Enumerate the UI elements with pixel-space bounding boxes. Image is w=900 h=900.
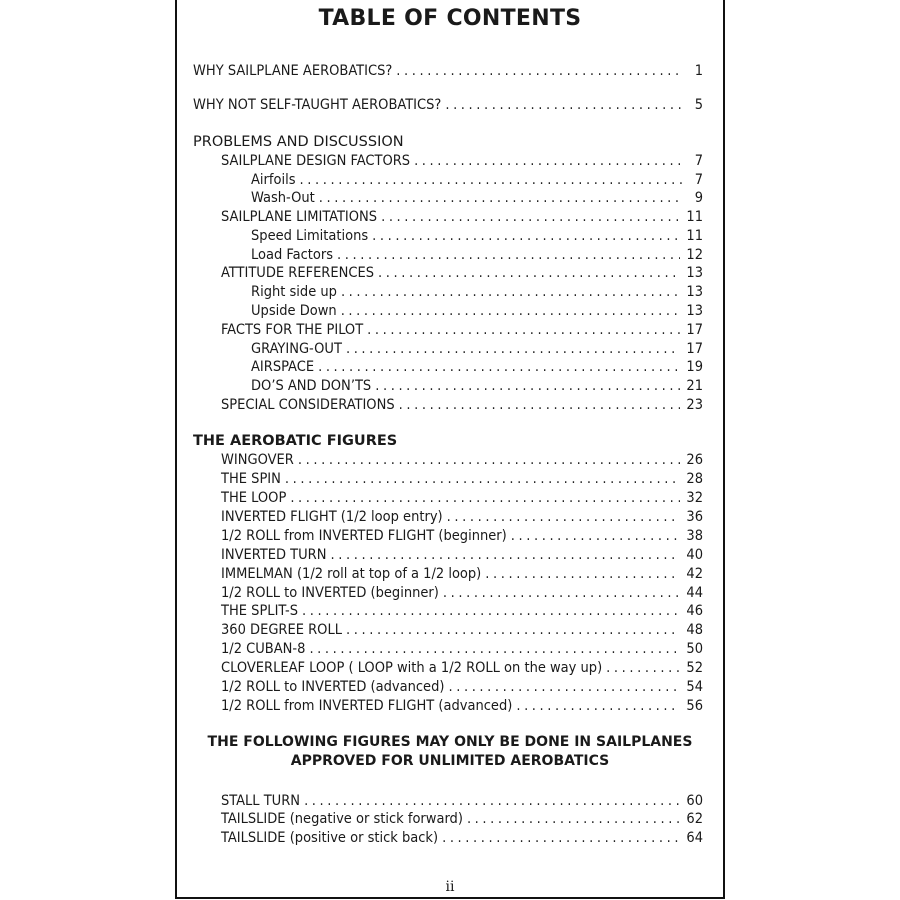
leader-dots [346, 340, 680, 358]
entry-label: SPECIAL CONSIDERATIONS [221, 397, 395, 413]
entry-page: 23 [686, 397, 703, 413]
entry-page: 1 [694, 63, 703, 79]
toc-entry [221, 697, 703, 715]
entry-page: 17 [686, 341, 703, 357]
entry-label: Speed Limitations [251, 228, 369, 244]
leader-dots [399, 396, 681, 414]
toc-entry [221, 640, 703, 658]
toc-entry [251, 227, 703, 245]
entry-page: 19 [686, 359, 703, 375]
toc-entry [221, 451, 703, 469]
leader-dots [337, 246, 680, 264]
page-number: ii [445, 879, 455, 895]
toc-entry [251, 246, 703, 264]
leader-dots [606, 659, 680, 677]
entry-page: 38 [686, 528, 703, 544]
entry-page: 28 [686, 471, 703, 487]
entry-label: CLOVERLEAF LOOP ( LOOP with a 1/2 ROLL on the way up) [221, 660, 603, 676]
entry-label: 1/2 ROLL from INVERTED FLIGHT (advanced) [221, 698, 513, 714]
entry-label: 1/2 ROLL from INVERTED FLIGHT (beginner) [221, 528, 507, 544]
restriction-notice-line2: APPROVED FOR UNLIMITED AEROBATICS [290, 753, 610, 769]
entry-label: THE LOOP [221, 490, 287, 506]
entry-page: 11 [686, 228, 703, 244]
leader-dots [414, 152, 683, 170]
entry-page: 7 [694, 153, 703, 169]
entry-label: DO’S AND DON’TS [251, 378, 372, 394]
entry-label: SAILPLANE LIMITATIONS [221, 209, 378, 225]
toc-entry [221, 602, 703, 620]
entry-label: 360 DEGREE ROLL [221, 622, 342, 638]
toc-entry [193, 96, 703, 114]
toc-entry [221, 527, 703, 545]
entry-page: 64 [686, 830, 703, 846]
entry-page: 44 [686, 585, 703, 601]
entry-label: WHY NOT SELF-TAUGHT AEROBATICS? [193, 97, 442, 113]
entry-page: 32 [686, 490, 703, 506]
toc-entry [193, 62, 703, 80]
toc-entry [221, 489, 703, 507]
leader-dots [511, 527, 681, 545]
toc-entry [221, 396, 703, 414]
entry-page: 5 [694, 97, 703, 113]
entry-page: 52 [686, 660, 703, 676]
leader-dots [442, 829, 680, 847]
toc-page [175, 0, 725, 899]
entry-page: 13 [686, 303, 703, 319]
entry-page: 36 [686, 509, 703, 525]
leader-dots [341, 302, 681, 320]
entry-label: AIRSPACE [251, 359, 315, 375]
leader-dots [304, 792, 680, 810]
entry-page: 62 [686, 811, 703, 827]
toc-entry [221, 621, 703, 639]
entry-label: Upside Down [251, 303, 337, 319]
leader-dots [302, 602, 680, 620]
entry-label: Wash-Out [251, 190, 315, 206]
entry-page: 13 [686, 284, 703, 300]
leader-dots [381, 208, 680, 226]
entry-label: STALL TURN [221, 793, 301, 809]
leader-dots [318, 358, 680, 376]
entry-label: TAILSLIDE (negative or stick forward) [221, 811, 463, 827]
entry-label: TAILSLIDE (positive or stick back) [221, 830, 439, 846]
leader-dots [372, 227, 680, 245]
toc-entry [221, 264, 703, 282]
toc-entry [251, 358, 703, 376]
toc-entry [251, 340, 703, 358]
toc-entry [221, 508, 703, 526]
entry-label: THE SPIN [221, 471, 281, 487]
entry-page: 40 [686, 547, 703, 563]
entry-page: 48 [686, 622, 703, 638]
entry-label: Airfoils [251, 172, 296, 188]
entry-page: 54 [686, 679, 703, 695]
toc-entry [251, 283, 703, 301]
entry-label: WINGOVER [221, 452, 294, 468]
leader-dots [516, 697, 680, 715]
leader-dots [367, 321, 680, 339]
entry-page: 21 [686, 378, 703, 394]
entry-page: 11 [686, 209, 703, 225]
entry-label: WHY SAILPLANE AEROBATICS? [193, 63, 393, 79]
toc-entry [221, 565, 703, 583]
entry-label: Load Factors [251, 247, 333, 263]
toc-entry [251, 189, 703, 207]
leader-dots [447, 508, 681, 526]
toc-entry [221, 678, 703, 696]
entry-page: 17 [686, 322, 703, 338]
toc-entry [251, 171, 703, 189]
page-title: TABLE OF CONTENTS [318, 6, 582, 31]
entry-label: SAILPLANE DESIGN FACTORS [221, 153, 411, 169]
section-heading: PROBLEMS AND DISCUSSION [193, 134, 404, 150]
leader-dots [309, 640, 680, 658]
leader-dots [448, 678, 680, 696]
toc-entry [221, 810, 703, 828]
leader-dots [396, 62, 683, 80]
entry-label: ATTITUDE REFERENCES [221, 265, 375, 281]
leader-dots [375, 377, 680, 395]
entry-page: 12 [686, 247, 703, 263]
toc-entry [221, 321, 703, 339]
leader-dots [467, 810, 680, 828]
restriction-notice-line1: THE FOLLOWING FIGURES MAY ONLY BE DONE IN SAILPLANES [207, 734, 693, 750]
toc-entry [251, 377, 703, 395]
leader-dots [346, 621, 680, 639]
leader-dots [341, 283, 680, 301]
entry-page: 56 [686, 698, 703, 714]
entry-page: 46 [686, 603, 703, 619]
toc-entry [221, 792, 703, 810]
toc-entry [221, 829, 703, 847]
leader-dots [445, 96, 683, 114]
leader-dots [290, 489, 680, 507]
section-heading: THE AEROBATIC FIGURES [193, 433, 398, 449]
entry-page: 60 [686, 793, 703, 809]
entry-label: 1/2 ROLL to INVERTED (beginner) [221, 585, 439, 601]
entry-label: THE SPLIT-S [221, 603, 299, 619]
entry-label: FACTS FOR THE PILOT [221, 322, 364, 338]
toc-entry [221, 546, 703, 564]
entry-page: 7 [694, 172, 703, 188]
entry-label: INVERTED FLIGHT (1/2 loop entry) [221, 509, 443, 525]
leader-dots [378, 264, 680, 282]
toc-entry [221, 584, 703, 602]
entry-page: 13 [686, 265, 703, 281]
entry-page: 9 [694, 190, 703, 206]
entry-label: GRAYING-OUT [251, 341, 342, 357]
entry-label: INVERTED TURN [221, 547, 327, 563]
leader-dots [485, 565, 680, 583]
entry-label: Right side up [251, 284, 337, 300]
leader-dots [443, 584, 681, 602]
toc-entry [251, 302, 703, 320]
toc-entry [221, 152, 703, 170]
toc-entry [221, 659, 703, 677]
toc-entry [221, 208, 703, 226]
entry-page: 50 [686, 641, 703, 657]
entry-label: 1/2 ROLL to INVERTED (advanced) [221, 679, 445, 695]
leader-dots [319, 189, 683, 207]
entry-label: 1/2 CUBAN-8 [221, 641, 306, 657]
leader-dots [298, 451, 681, 469]
leader-dots [300, 171, 683, 189]
entry-label: IMMELMAN (1/2 roll at top of a 1/2 loop) [221, 566, 482, 582]
entry-page: 26 [686, 452, 703, 468]
entry-page: 42 [686, 566, 703, 582]
leader-dots [331, 546, 681, 564]
leader-dots [285, 470, 680, 488]
toc-entry [221, 470, 703, 488]
